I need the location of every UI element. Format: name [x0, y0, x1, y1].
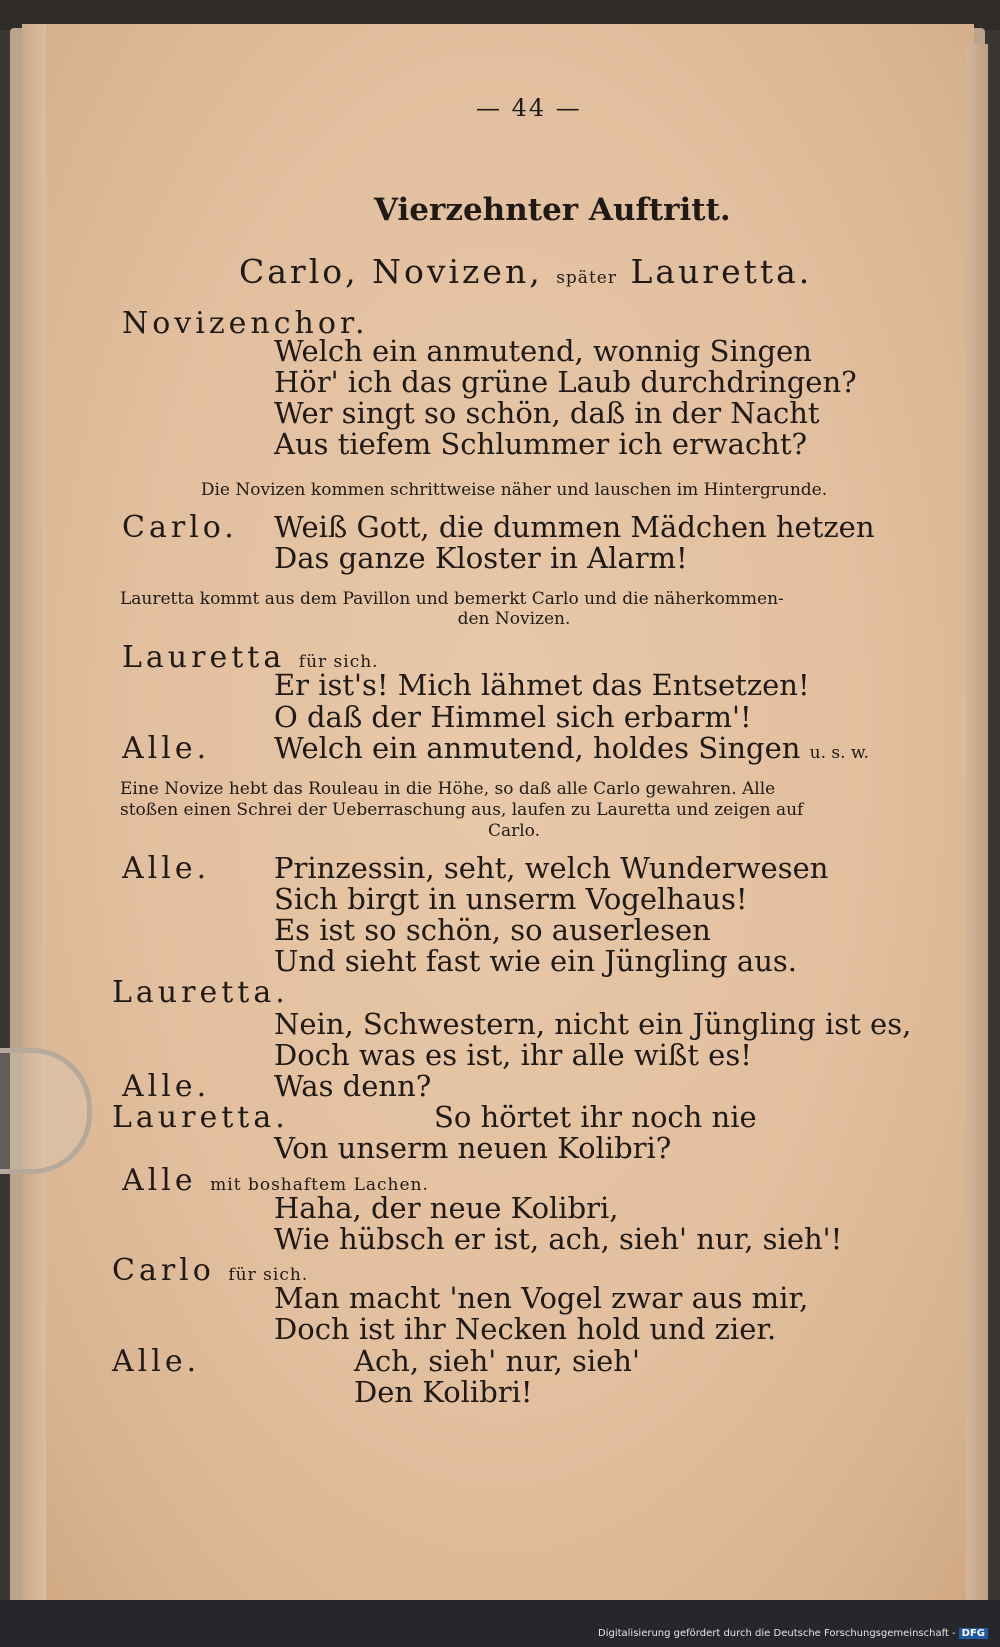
stage-direction: Lauretta kommt aus dem Pavillon und bemerkt Carlo und die näherkommen- — [120, 589, 784, 609]
verse-text: Welch ein anmutend, holdes Singen — [274, 731, 801, 765]
cast-list — [239, 252, 812, 291]
speaker-direction: mit boshaftem Lachen. — [210, 1175, 429, 1195]
speaker-name: Carlo — [112, 1253, 215, 1288]
verse-line: Und sieht fast wie ein Jüngling aus. — [274, 944, 797, 978]
verse-line: Von unserm neuen Kolibri? — [274, 1131, 672, 1165]
book-page — [22, 24, 974, 1609]
verse-line: Aus tiefem Schlummer ich erwacht? — [274, 427, 808, 461]
speaker-carlo: Carlo. — [122, 510, 238, 545]
speaker-lauretta: Lauretta. — [112, 1100, 289, 1135]
cast-last: Lauretta. — [630, 252, 813, 291]
page-binding — [24, 24, 46, 1609]
speaker-name: Lauretta — [122, 640, 286, 675]
scene-heading: Vierzehnter Auftritt. — [374, 192, 731, 228]
verse-line: Wer singt so schön, daß in der Nacht — [274, 396, 820, 430]
speaker-novizenchor: Novizenchor. — [122, 306, 369, 341]
stage-direction: Eine Novize hebt das Rouleau in die Höhe, so daß alle Carlo gewahren. Alle — [120, 779, 776, 799]
speaker-direction: für sich. — [228, 1265, 309, 1285]
footer-text: Digitalisierung gefördert durch die Deutsche Forschungsgemeinschaft - — [598, 1628, 956, 1639]
speaker-alle: Alle. — [122, 851, 211, 886]
verse-line: Ach, sieh' nur, sieh' — [354, 1344, 640, 1378]
dfg-logo: DFG — [959, 1628, 988, 1639]
stage-direction: stoßen einen Schrei der Ueberraschung aus, laufen zu Lauretta und zeigen auf — [120, 800, 804, 820]
page-edge — [966, 44, 988, 1604]
verse-line: Das ganze Kloster in Alarm! — [274, 541, 688, 575]
verse-line: Sich birgt in unserm Vogelhaus! — [274, 882, 748, 916]
verse-line: Doch was es ist, ihr alle wißt es! — [274, 1038, 752, 1072]
page-number: — 44 — — [476, 94, 582, 122]
verse-line: Es ist so schön, so auserlesen — [274, 913, 711, 947]
verse-line: Hör' ich das grüne Laub durchdringen? — [274, 365, 857, 399]
verse-line: Prinzessin, seht, welch Wunderwesen — [274, 851, 829, 885]
verse-line: Man macht 'nen Vogel zwar aus mir, — [274, 1281, 809, 1315]
speaker-alle: Alle. — [122, 1069, 211, 1104]
scan-background-bottom — [0, 1600, 1000, 1647]
speaker-alle: Alle. — [112, 1344, 201, 1379]
verse-line: Haha, der neue Kolibri, — [274, 1191, 619, 1225]
verse-line: Weiß Gott, die dummen Mädchen hetzen — [274, 510, 875, 544]
verse-line: Welch ein anmutend, wonnig Singen — [274, 334, 812, 368]
cast-note: später — [556, 268, 617, 288]
verse-line: Nein, Schwestern, nicht ein Jüngling ist es, — [274, 1007, 912, 1041]
verse-line: Doch ist ihr Necken hold und zier. — [274, 1312, 777, 1346]
cast-main: Carlo, Novizen, — [239, 252, 543, 291]
verse-line: Wie hübsch er ist, ach, sieh' nur, sieh'! — [274, 1222, 843, 1256]
verse-line: O daß der Himmel sich erbarm'! — [274, 700, 752, 734]
speaker-alle: Alle. — [122, 731, 211, 766]
stage-direction: Carlo. — [487, 821, 541, 841]
verse-note: u. s. w. — [809, 743, 869, 763]
digitization-footer — [598, 1628, 988, 1639]
speaker-name: Alle — [122, 1163, 197, 1198]
verse-line: Was denn? — [274, 1069, 432, 1103]
verse-line: Er ist's! Mich lähmet das Entsetzen! — [274, 668, 810, 702]
stage-direction: Die Novizen kommen schrittweise näher und lauschen im Hintergrunde. — [200, 480, 828, 500]
speaker-lauretta: Lauretta. — [112, 975, 289, 1010]
verse-line — [274, 731, 869, 765]
speaker-direction: für sich. — [298, 652, 379, 672]
stage-direction: den Novizen. — [457, 609, 571, 629]
verse-line: So hörtet ihr noch nie — [434, 1100, 757, 1134]
verse-line: Den Kolibri! — [354, 1375, 533, 1409]
